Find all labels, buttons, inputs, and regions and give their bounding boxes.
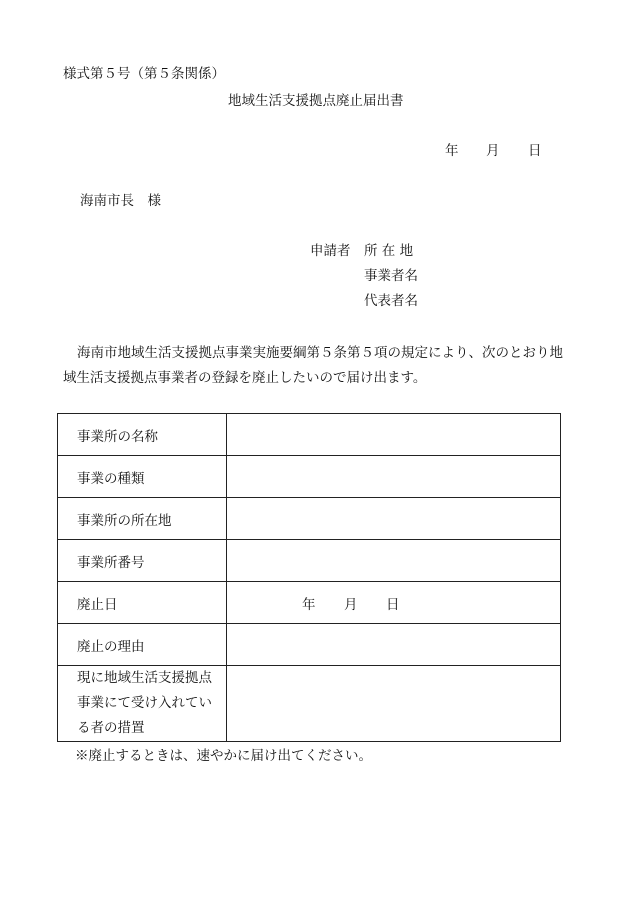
table-row bbox=[58, 456, 561, 498]
table-row bbox=[58, 414, 561, 456]
abolition-reason-field[interactable] bbox=[227, 624, 561, 666]
date-year-label: 年 bbox=[445, 143, 459, 159]
abolition-date-field[interactable] bbox=[227, 582, 561, 624]
table-row bbox=[58, 582, 561, 624]
row-label-office-number: 事業所番号 bbox=[58, 540, 227, 582]
applicant-label: 申請者 bbox=[310, 243, 351, 259]
addressee: 海南市長 様 bbox=[80, 193, 161, 209]
abolition-day-label: 日 bbox=[386, 596, 400, 613]
applicant-representative-label: 代表者名 bbox=[364, 293, 418, 309]
row-label-business-type: 事業の種類 bbox=[58, 456, 227, 498]
row-label-resident-measures: 現に地域生活支援拠点事業にて受け入れている者の措置 bbox=[58, 666, 227, 742]
form-number: 様式第５号（第５条関係） bbox=[63, 66, 225, 82]
date-month-label: 月 bbox=[486, 143, 500, 159]
row-label-office-name: 事業所の名称 bbox=[58, 414, 227, 456]
date-day-label: 日 bbox=[528, 143, 542, 159]
table-row bbox=[58, 498, 561, 540]
body-paragraph: 海南市地域生活支援拠点事業実施要綱第５条第５項の規定により、次のとおり地域生活支援拠点事業者の登録を廃止したいので届け出ます。 bbox=[63, 345, 563, 386]
row-label-abolition-reason: 廃止の理由 bbox=[58, 624, 227, 666]
office-name-field[interactable] bbox=[227, 414, 561, 456]
office-number-field[interactable] bbox=[227, 540, 561, 582]
table-row bbox=[58, 540, 561, 582]
abolition-year-label: 年 bbox=[302, 596, 316, 613]
abolition-month-label: 月 bbox=[344, 596, 358, 613]
info-table bbox=[57, 413, 561, 742]
table-row bbox=[58, 624, 561, 666]
row-label-abolition-date: 廃止日 bbox=[58, 582, 227, 624]
table-row bbox=[58, 666, 561, 742]
resident-measures-field[interactable] bbox=[227, 666, 561, 742]
footnote: ※廃止するときは、速やかに届け出てください。 bbox=[75, 748, 372, 764]
row-label-office-address: 事業所の所在地 bbox=[58, 498, 227, 540]
applicant-location-label: 所 在 地 bbox=[364, 243, 414, 259]
business-type-field[interactable] bbox=[227, 456, 561, 498]
document-title: 地域生活支援拠点廃止届出書 bbox=[228, 93, 404, 109]
office-address-field[interactable] bbox=[227, 498, 561, 540]
applicant-business-name-label: 事業者名 bbox=[364, 268, 418, 284]
